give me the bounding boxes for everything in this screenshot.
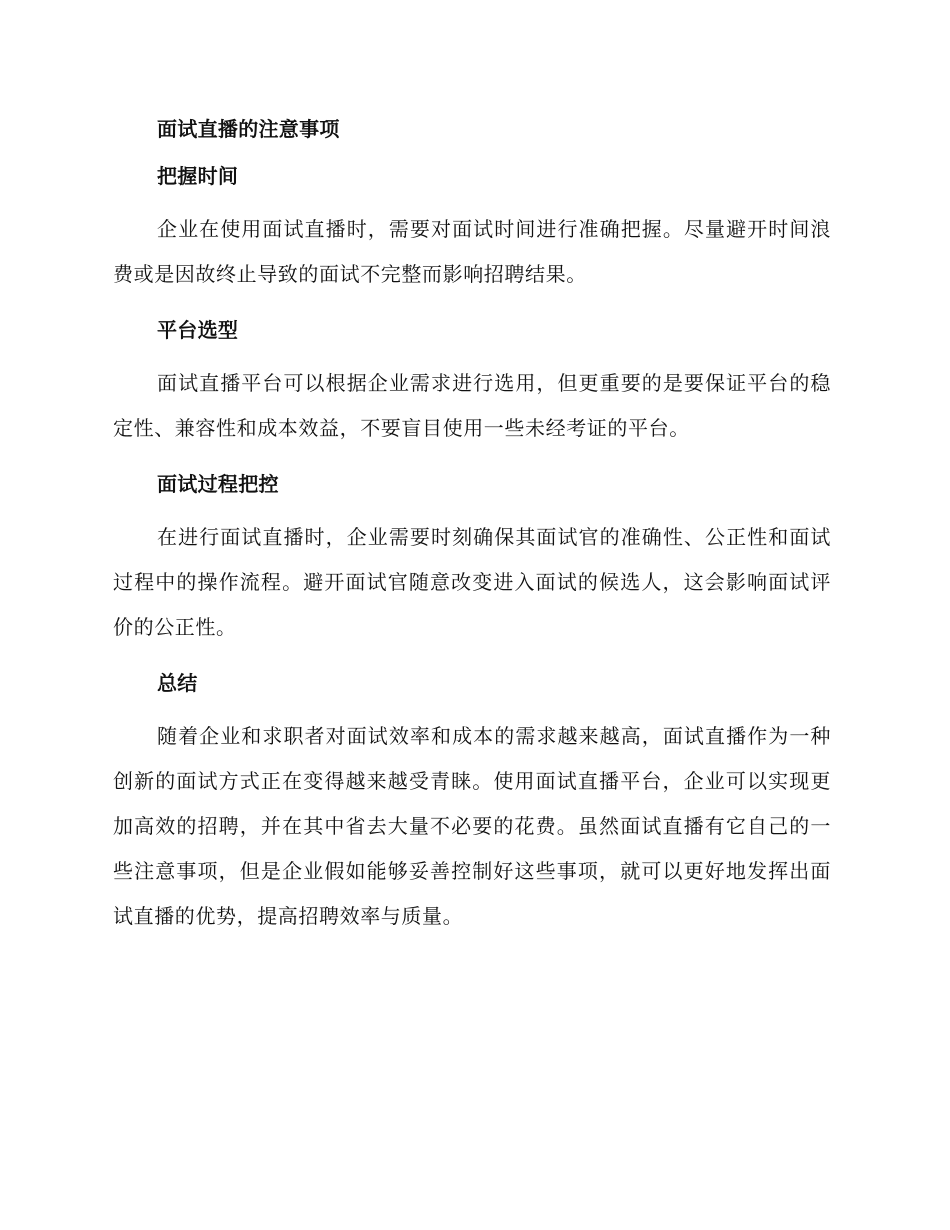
section-summary bbox=[113, 667, 831, 939]
section-paragraph: 面试直播平台可以根据企业需求进行选用，但更重要的是要保证平台的稳定性、兼容性和成本效益，不要盲目使用一些未经考证的平台。 bbox=[113, 371, 831, 440]
section-process-control bbox=[113, 468, 831, 650]
document-title: 面试直播的注意事项 bbox=[157, 117, 340, 141]
section-heading: 总结 bbox=[157, 671, 198, 695]
section-time-management bbox=[113, 160, 831, 297]
section-paragraph: 企业在使用面试直播时，需要对面试时间进行准确把握。尽量避开时间浪费或是因故终止导致的面试不完整而影响招聘结果。 bbox=[113, 217, 831, 286]
section-heading: 面试过程把控 bbox=[157, 472, 279, 496]
section-heading: 平台选型 bbox=[157, 318, 239, 342]
section-paragraph: 随着企业和求职者对面试效率和成本的需求越来越高，面试直播作为一种创新的面试方式正在变得越来越受青睐。使用面试直播平台，企业可以实现更加高效的招聘，并在其中省去大量不必要的花费。虽然面试直播有它自己的一些注意事项，但是企业假如能够妥善控制好这些事项，就可以更好地发挥出面试直播的优势，提高招聘效率与质量。 bbox=[113, 724, 831, 928]
section-platform-selection bbox=[113, 314, 831, 451]
section-heading: 把握时间 bbox=[157, 164, 239, 188]
section-paragraph: 在进行面试直播时，企业需要时刻确保其面试官的准确性、公正性和面试过程中的操作流程。避开面试官随意改变进入面试的候选人，这会影响面试评价的公正性。 bbox=[113, 525, 831, 639]
document-content bbox=[113, 113, 831, 956]
